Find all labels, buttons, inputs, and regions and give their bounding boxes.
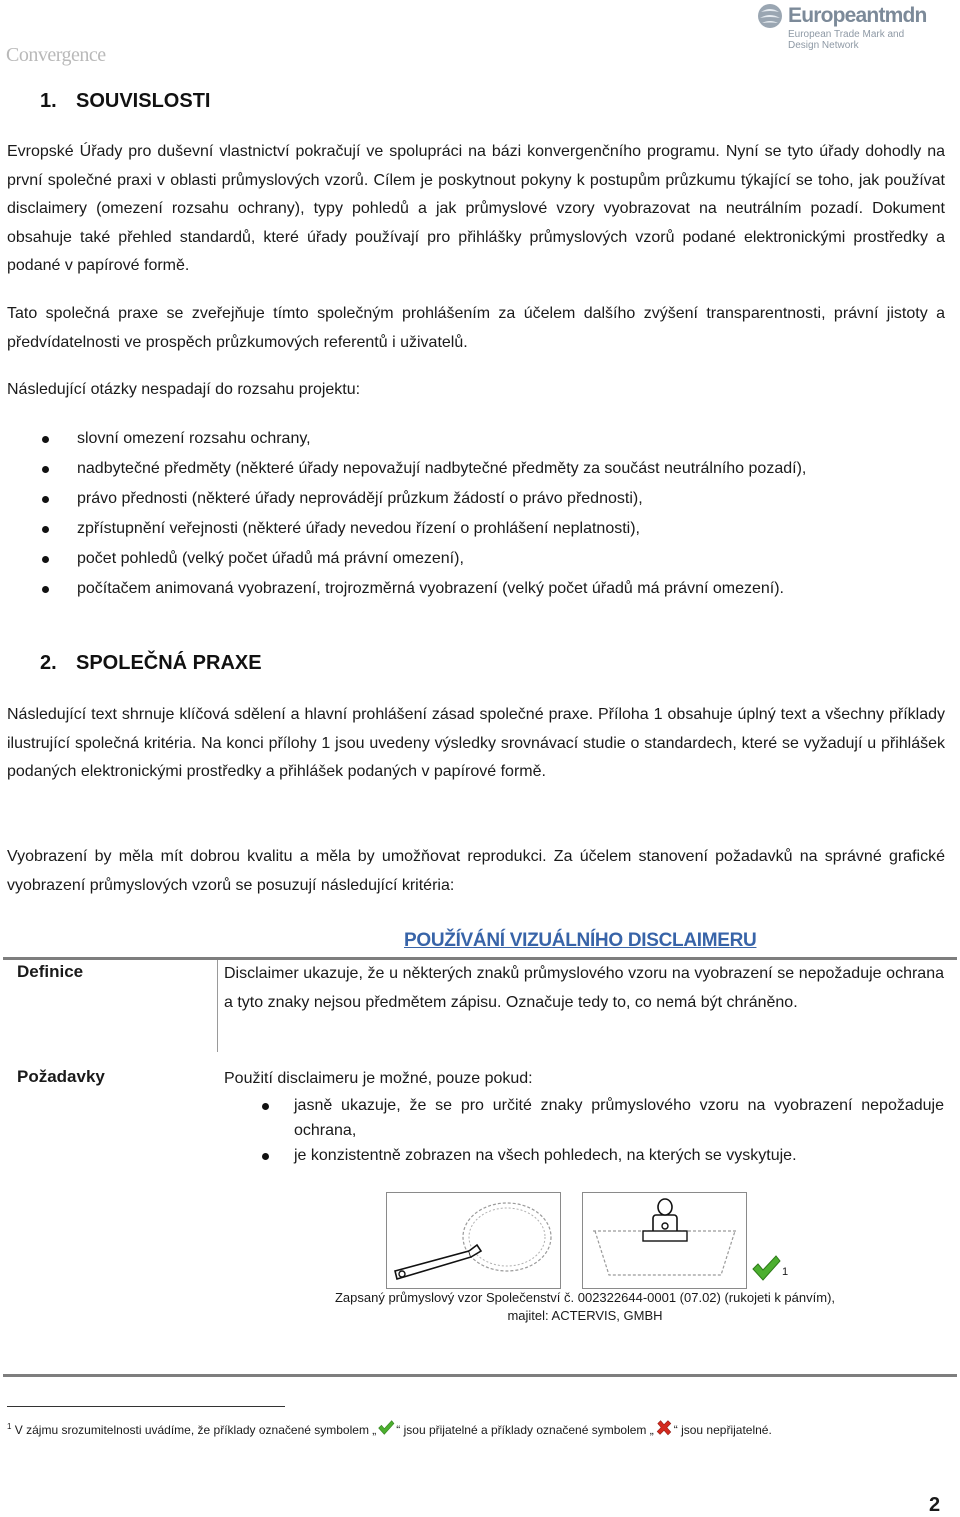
definition-label: Definice [17,962,84,981]
cross-icon [654,1419,674,1436]
list-item: nadbytečné předměty (některé úřady nepovažují nadbytečné předměty za součást neutrálního pozadí), [40,454,940,484]
footnote-part3: “ jsou nepřijatelné. [673,1423,772,1437]
requirements-list [258,1093,944,1168]
section2-para2: Vyobrazení by měla mít dobrou kvalitu a měla by umožňovat reprodukci. Za účelem stanovení požadavků na správné grafické vyobrazení průmyslových vzorů se posuzují následující kritéria: [7,848,945,894]
requirements-intro: Použití disclaimeru je možné, pouze pokud: [224,1070,533,1087]
section1-para1: Evropské Úřady pro duševní vlastnictví pokračují ve spolupráci na bázi konvergenčního programu. Nyní se tyto úřady dohodly na první společné praxi v oblasti průmyslových vzorů. Cílem je poskytnout pokyny k postupům průzkumu týkající se toho, jak používat disclaimery (omezení rozsahu ochrany), typy pohledů a jak průmyslové vzory vyobrazovat na neutrálním pozadí. Dokument obsahuje také přehled standardů, které úřady používají pro přihlášky průmyslových vzorů podané elektronickými prostředky a podané v papírové formě. [7,143,945,274]
image-caption [300,1289,870,1325]
section2-heading [40,652,262,675]
caption-line1: Zapsaný průmyslový vzor Společenství č. 002322644-0001 (07.02) (rukojeti k pánvím), [334,1290,836,1305]
footnote-part2: “ jsou přijatelné a příklady označené symbolem „ [396,1423,654,1437]
list-item: počet pohledů (velký počet úřadů má právní omezení), [40,544,940,574]
section1-para2: Tato společná praxe se zveřejňuje tímto společným prohlášením za účelem dalšího zvýšení transparentnosti, právní jistoty a předvídatelnosti ve prospěch průzkumových referentů i uživatelů. [7,305,945,351]
out-of-scope-list [40,424,940,604]
page-number: 2 [929,1494,941,1516]
requirements-label: Požadavky [17,1067,105,1086]
definition-text: Disclaimer ukazuje, že u některých znaků průmyslového vzoru na vyobrazení se nepožaduje ochrana a tyto znaky nejsou předmětem zápisu. Označuje tedy to, co nemá být chráněno. [224,965,944,1011]
section1-para3: Následující otázky nespadají do rozsahu projektu: [7,381,361,398]
list-item: zpřístupnění veřejnosti (některé úřady nevedou řízení o prohlášení neplatnosti), [40,514,940,544]
network-logo [756,2,956,52]
footnote-part1: V zájmu srozumitelnosti uvádíme, že příklady označené symbolem „ [11,1423,377,1437]
pan-side-view-drawing [583,1193,746,1288]
checkmark-icon [376,1419,396,1436]
box-bottom-rule [3,1374,957,1377]
logo-line1: European Trade Mark and [788,29,905,40]
logo-line2: Design Network [788,40,859,51]
section2-number: 2. [40,652,57,674]
header-brand: Convergence [6,44,106,66]
pan-top-view-image [386,1192,561,1289]
pan-side-view-image [582,1192,747,1289]
caption-line2: majitel: ACTERVIS, GMBH [507,1308,663,1323]
checkmark-icon [750,1253,782,1283]
footnote-rule [7,1406,285,1407]
list-item: jasně ukazuje, že se pro určité znaky průmyslového vzoru na vyobrazení nepožaduje ochrana, [258,1093,944,1143]
footnote [7,1419,772,1437]
footnote-mark: 1 [7,1422,12,1431]
globe-icon [756,2,784,30]
footnote-ref: 1 [782,1266,789,1278]
section2-title: SPOLEČNÁ PRAXE [76,652,262,674]
section1-number: 1. [40,90,57,112]
list-item: právo přednosti (některé úřady neprovádějí průzkum žádostí o právo přednosti), [40,484,940,514]
box-divider [217,960,218,1052]
list-item: počítačem animovaná vyobrazení, trojrozměrná vyobrazení (velký počet úřadů má právní omezení). [40,574,940,604]
section1-title: SOUVISLOSTI [76,90,211,112]
box-title: POUŽÍVÁNÍ VIZUÁLNÍHO DISCLAIMERU [404,930,757,951]
list-item: je konzistentně zobrazen na všech pohledech, na kterých se vyskytuje. [258,1143,944,1168]
section1-heading [40,90,210,113]
pan-top-view-drawing [387,1193,560,1288]
list-item: slovní omezení rozsahu ochrany, [40,424,940,454]
logo-name: Europeantmdn [788,4,927,27]
section2-para1: Následující text shrnuje klíčová sdělení a hlavní prohlášení zásad společné praxe. Příloha 1 obsahuje úplný text a všechny příklady ilustrující společná kritéria. Na konci přílohy 1 jsou uvedeny výsledky srovnávací studie o standardech, které se vyžadují u přihlášek podaných elektronickými prostředky a přihlášek podaných v papírové formě. [7,706,945,780]
